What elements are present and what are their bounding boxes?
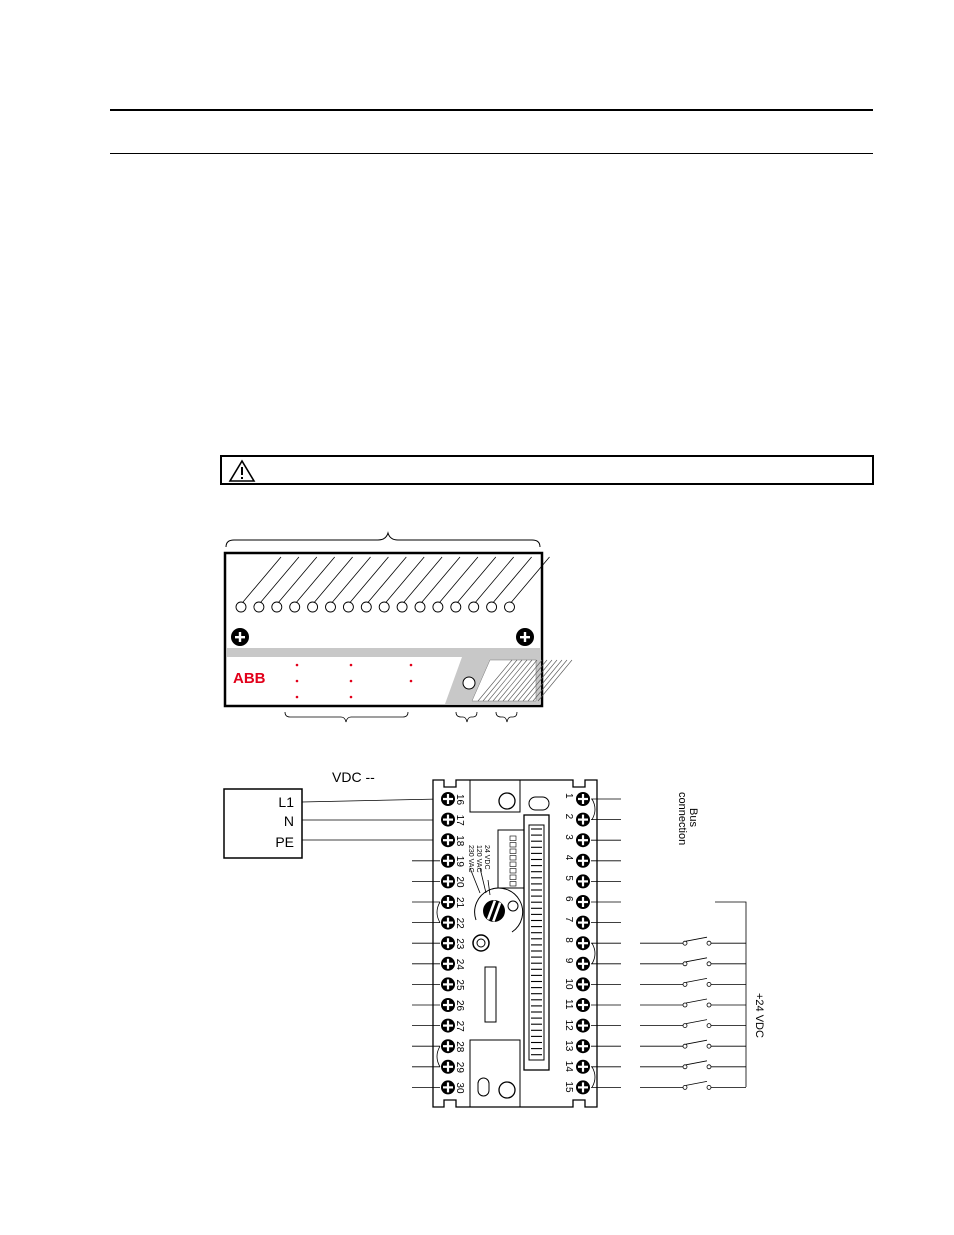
left-terminal-label: 23 [454, 938, 465, 950]
terminal-screw [576, 1039, 590, 1053]
terminal-screw [576, 813, 590, 827]
terminal-screw [576, 998, 590, 1012]
supply-terminal-l1: L1 [278, 794, 294, 810]
red-dot [296, 664, 299, 667]
lower-slot [478, 1078, 489, 1096]
left-terminal-label: 21 [454, 897, 465, 909]
led-indicator [236, 602, 246, 612]
wiring-diagram [224, 769, 765, 1107]
left-terminal-label: 19 [454, 855, 465, 867]
led-indicator [469, 602, 479, 612]
right-terminal-label: 8 [563, 937, 574, 943]
terminal-screw [441, 936, 455, 950]
input-common-rail [715, 902, 746, 1087]
supply-label: VDC -- [332, 769, 375, 785]
right-terminal-label: 1 [563, 793, 574, 799]
bottom-brace-1 [285, 712, 408, 722]
terminal-screw [441, 1039, 455, 1053]
led-indicator [343, 602, 353, 612]
terminal-screw [441, 957, 455, 971]
wire-l1 [302, 799, 440, 802]
terminal-screw [441, 916, 455, 930]
red-dot [296, 680, 299, 683]
input-switch [640, 958, 746, 966]
input-switch [640, 999, 746, 1007]
right-terminal-label: 3 [563, 834, 574, 840]
left-terminal-label: 30 [454, 1082, 465, 1094]
input-switch [640, 1020, 746, 1028]
left-terminal-label: 24 [454, 958, 465, 970]
dip-cell [510, 849, 516, 854]
svg-text:Bus: Bus [687, 808, 699, 827]
red-dot [296, 696, 299, 699]
upper-slot [529, 797, 549, 810]
right-terminal-label: 2 [563, 813, 574, 820]
terminal-screw [441, 874, 455, 888]
led-indicator [254, 602, 264, 612]
dip-cell [510, 836, 516, 841]
right-terminal-label: 5 [563, 875, 574, 881]
right-terminal-label: 15 [563, 1081, 574, 1093]
right-terminal-label: 6 [563, 896, 574, 902]
left-terminal-label: 16 [454, 794, 465, 806]
right-terminal-label: 11 [563, 999, 574, 1010]
led-indicator [308, 602, 318, 612]
terminal-screw [441, 998, 455, 1012]
terminal-screw [441, 792, 455, 806]
right-terminal-label: 13 [563, 1040, 574, 1052]
left-terminal-label: 26 [454, 1000, 465, 1012]
terminal-screw [576, 936, 590, 950]
input-switch [640, 1081, 746, 1089]
led-indicator [433, 602, 443, 612]
led-indicator [290, 602, 300, 612]
svg-text:230 VAC: 230 VAC [467, 845, 474, 873]
led-indicator [505, 602, 515, 612]
led-indicator [415, 602, 425, 612]
input-switch [640, 1061, 746, 1069]
terminal-screw [441, 1060, 455, 1074]
terminal-screw [576, 874, 590, 888]
input-switch [640, 937, 746, 945]
dip-cell [510, 869, 516, 874]
mounting-screw-left [231, 628, 249, 646]
svg-text:120 VAC: 120 VAC [475, 845, 482, 873]
supply-terminal-pe: PE [275, 834, 294, 850]
left-terminal-label: 27 [454, 1020, 465, 1032]
left-terminal-label: 29 [454, 1061, 465, 1073]
terminal-screw [441, 895, 455, 909]
led-indicator [397, 602, 407, 612]
led-indicator [272, 602, 282, 612]
terminal-screw [441, 854, 455, 868]
terminal-screw [441, 813, 455, 827]
right-terminal-label: 9 [563, 957, 574, 964]
left-terminal-label: 25 [454, 979, 465, 991]
red-dot [350, 680, 353, 683]
led-indicator [487, 602, 497, 612]
left-terminal-label: 17 [454, 814, 465, 826]
led-indicator [379, 602, 389, 612]
right-terminal-label: 12 [563, 1019, 574, 1031]
status-led [463, 677, 475, 689]
input-voltage-label: +24 VDC [753, 993, 765, 1038]
left-terminal-label: 18 [454, 835, 465, 847]
right-terminal-label: 10 [563, 978, 574, 990]
right-terminal-label: 7 [563, 916, 574, 923]
module-front-view [225, 533, 572, 722]
dip-cell [510, 875, 516, 880]
supply-terminal-n: N [283, 813, 294, 829]
abb-logo: ABB [233, 670, 266, 687]
led-indicator [326, 602, 336, 612]
svg-text:connection: connection [676, 792, 688, 846]
right-terminal-label: 14 [563, 1060, 574, 1072]
bus-connection-label [676, 792, 699, 845]
terminal-screw [441, 1080, 455, 1094]
top-brace [226, 533, 540, 547]
dip-cell [510, 856, 516, 861]
label-slot [485, 967, 496, 1022]
left-terminal-label: 20 [454, 876, 465, 888]
input-switch [640, 1040, 746, 1048]
terminal-screw [576, 833, 590, 847]
dip-cell [510, 882, 516, 887]
terminal-screw [576, 977, 590, 991]
bottom-brace-2 [456, 712, 477, 722]
mounting-screw-right [516, 628, 534, 646]
terminal-screw [576, 957, 590, 971]
terminal-screw [576, 1060, 590, 1074]
red-dot [350, 664, 353, 667]
right-terminal-label: 4 [563, 854, 574, 861]
lower-hole [499, 1082, 515, 1098]
red-dot [350, 696, 353, 699]
terminal-screw [576, 895, 590, 909]
terminal-screw [576, 1019, 590, 1033]
upper-hole [499, 793, 515, 809]
dip-cell [510, 843, 516, 848]
terminal-screw [576, 916, 590, 930]
dip-cell [510, 862, 516, 867]
terminal-screw [576, 854, 590, 868]
terminal-screw [441, 833, 455, 847]
fuse-holder-inner [477, 939, 485, 947]
terminal-screw [576, 1080, 590, 1094]
terminal-screw [441, 1019, 455, 1033]
svg-text:24 VDC: 24 VDC [483, 845, 490, 870]
voltage-selector-dial [483, 900, 505, 922]
input-switch [640, 978, 746, 986]
left-terminal-label: 22 [454, 917, 465, 929]
red-dot [410, 680, 413, 683]
input-switches [640, 937, 746, 1089]
led-indicator [361, 602, 371, 612]
terminal-screw [576, 792, 590, 806]
grey-band [227, 648, 540, 657]
bottom-brace-3 [496, 712, 517, 722]
left-terminal-label: 28 [454, 1041, 465, 1053]
terminal-screw [441, 977, 455, 991]
red-dot [410, 664, 413, 667]
selector-indicator [508, 901, 518, 911]
led-indicator [451, 602, 461, 612]
